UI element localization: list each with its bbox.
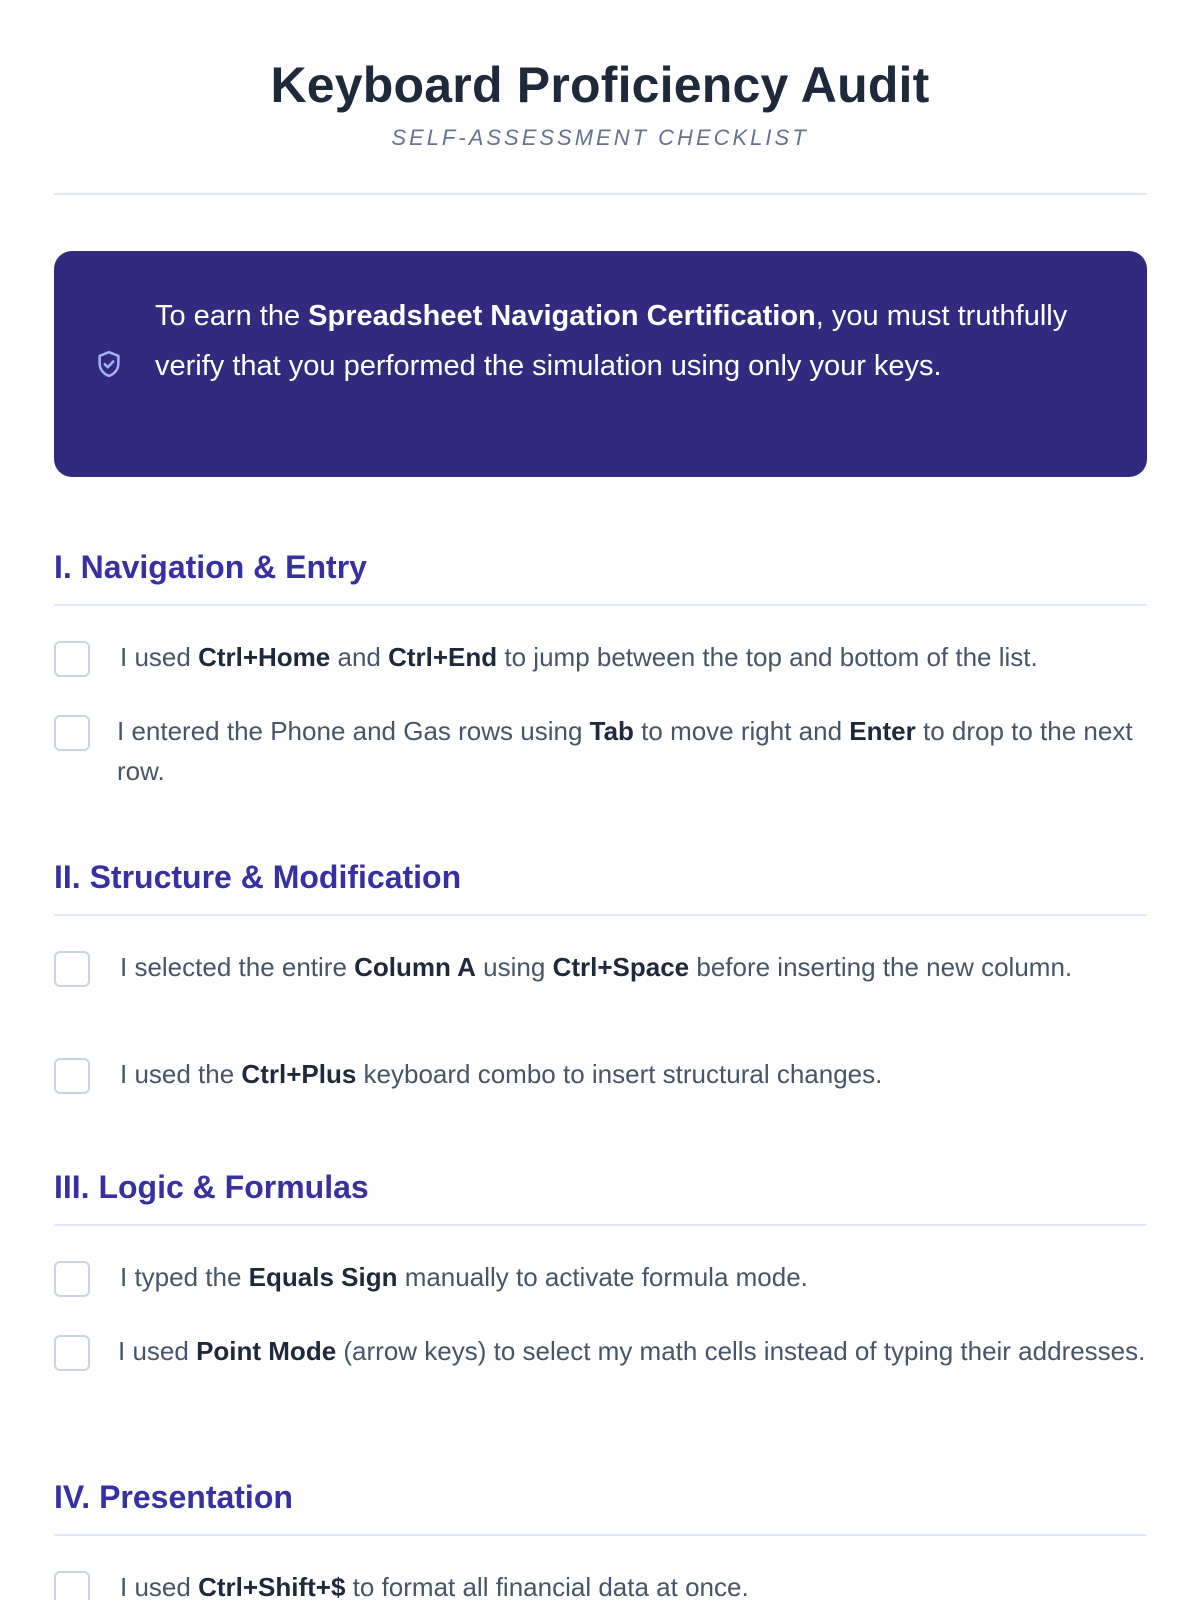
item-text-segment: I entered the Phone and Gas rows using <box>117 716 590 746</box>
item-text-segment: using <box>475 952 553 982</box>
item-text-segment: I used <box>120 642 199 672</box>
checklist-checkbox[interactable] <box>54 1335 90 1371</box>
checklist-item-label <box>120 1054 1147 1094</box>
section-title: I. Navigation & Entry <box>54 549 367 585</box>
shortcut-key: Ctrl+Home <box>198 642 331 672</box>
shortcut-key: Point Mode <box>196 1336 337 1366</box>
certification-name: Spreadsheet Navigation Certification <box>308 300 816 332</box>
banner-text-before: To earn the <box>155 300 309 332</box>
shield-check-icon <box>94 349 124 379</box>
shortcut-key: Equals Sign <box>248 1262 398 1292</box>
shortcut-key: Ctrl+Shift+$ <box>198 1572 346 1600</box>
page-title: Keyboard Proficiency Audit <box>270 57 930 113</box>
shortcut-key: Column A <box>354 952 476 982</box>
item-text-segment: manually to activate formula mode. <box>397 1262 808 1292</box>
item-text-segment: and <box>330 642 389 672</box>
checklist-checkbox[interactable] <box>54 1058 90 1094</box>
checklist-item-label <box>120 947 1147 987</box>
shortcut-key: Enter <box>849 716 916 746</box>
checklist-item-label <box>118 1331 1147 1371</box>
checklist-checkbox[interactable] <box>54 1261 90 1297</box>
checklist-item-label <box>120 1567 1147 1600</box>
section-title: IV. Presentation <box>54 1479 293 1515</box>
banner-message <box>155 291 1103 391</box>
section-divider <box>54 604 1147 606</box>
checklist-item-label <box>120 637 1147 677</box>
page-header <box>0 0 1200 152</box>
item-text-segment: I used <box>118 1336 197 1366</box>
section-title: II. Structure & Modification <box>54 859 462 895</box>
section-divider <box>54 1224 1147 1226</box>
shortcut-key: Tab <box>589 716 634 746</box>
shortcut-key: Ctrl+Space <box>552 952 690 982</box>
item-text-segment: I selected the entire <box>120 952 355 982</box>
item-text-segment: (arrow keys) to select my math cells instead of typing their addresses. <box>336 1336 1146 1366</box>
checklist-item-label <box>120 1257 1147 1297</box>
checklist-checkbox[interactable] <box>54 1571 90 1600</box>
item-text-segment: to format all financial data at once. <box>345 1572 749 1600</box>
shortcut-key: Ctrl+Plus <box>241 1059 357 1089</box>
section-divider <box>54 914 1147 916</box>
item-text-segment: to jump between the top and bottom of the list. <box>497 642 1038 672</box>
checklist-item-label <box>117 711 1147 791</box>
page-subtitle: SELF-ASSESSMENT CHECKLIST <box>391 125 809 150</box>
item-text-segment: I used <box>120 1572 199 1600</box>
checklist-checkbox[interactable] <box>54 951 90 987</box>
header-divider <box>54 193 1147 195</box>
certification-banner <box>54 251 1147 477</box>
item-text-segment: before inserting the new column. <box>689 952 1073 982</box>
item-text-segment: keyboard combo to insert structural changes. <box>356 1059 883 1089</box>
item-text-segment: to move right and <box>633 716 850 746</box>
item-text-segment: I typed the <box>120 1262 249 1292</box>
section-divider <box>54 1534 1147 1536</box>
item-text-segment: I used the <box>120 1059 242 1089</box>
shortcut-key: Ctrl+End <box>388 642 498 672</box>
section-title: III. Logic & Formulas <box>54 1169 369 1205</box>
checklist-checkbox[interactable] <box>54 641 90 677</box>
checklist-checkbox[interactable] <box>54 715 90 751</box>
item-text-segment: to drop to the next row. <box>117 716 1133 786</box>
banner-text-after: , you must truthfully verify that you performed the simulation using only your keys. <box>155 300 1068 382</box>
